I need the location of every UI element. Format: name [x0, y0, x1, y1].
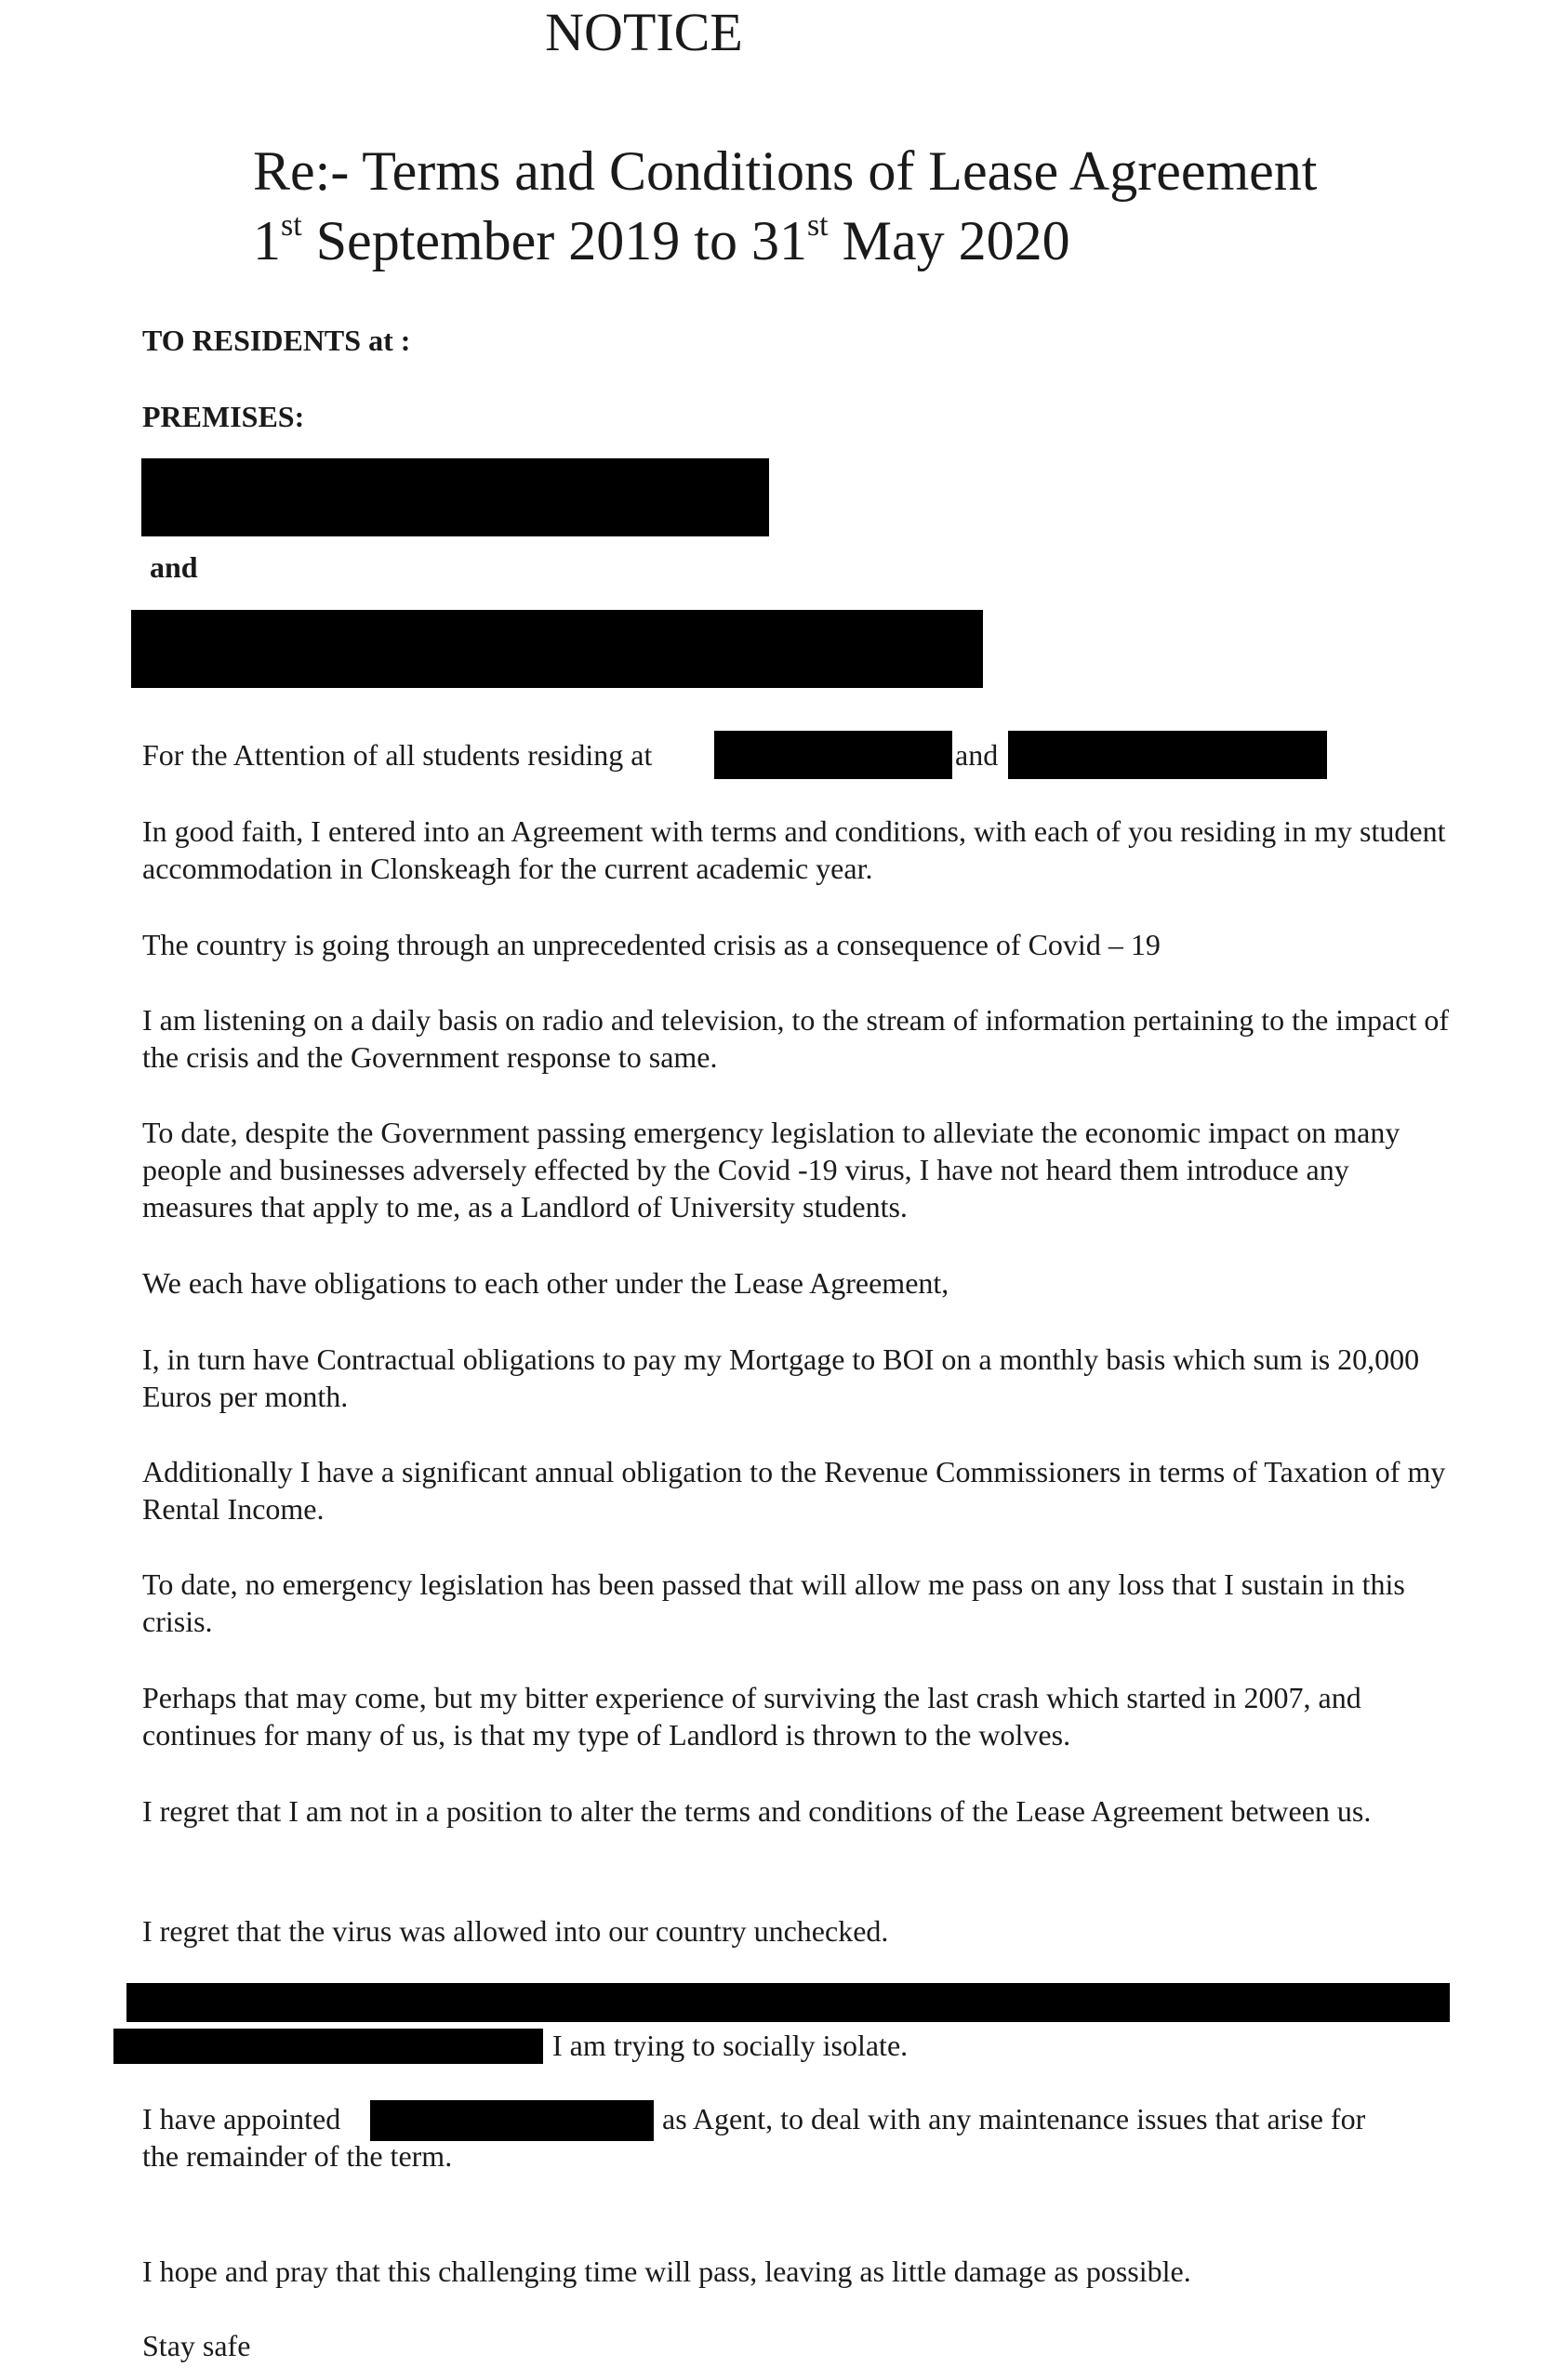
agent-text: I have appointed [142, 2102, 341, 2135]
redacted-premises-name-2 [1008, 731, 1327, 779]
paragraph-listening: I am listening on a daily basis on radio and television, to the stream of information pertaining to the impact of the crisis and the Government response to same. [142, 1003, 1449, 1074]
to-residents-label: TO RESIDENTS at : [142, 324, 411, 357]
paragraph-crisis: The country is going through an unprecedented crisis as a consequence of Covid – 19 [142, 928, 1161, 961]
lease-start-rest: September 2019 to 31 [301, 210, 807, 271]
redacted-personal-line-1 [126, 1983, 1450, 2022]
paragraph-hope: I hope and pray that this challenging time will pass, leaving as little damage as possible. [142, 2254, 1191, 2288]
paragraph-crash: Perhaps that may come, but my bitter experience of surviving the last crash which started in 2007, and continues for many of us, is that my type of Landlord is thrown to the wolves. [142, 1681, 1361, 1752]
lease-period [253, 206, 1070, 275]
paragraph-government: To date, despite the Government passing emergency legislation to alleviate the economic impact on many people and businesses adversely effected by the Covid -19 virus, I have not heard them introduce any measures that apply to me, as a Landlord of University students. [142, 1116, 1400, 1223]
agent-text-line2: the remainder of the term. [142, 2139, 453, 2173]
notice-title: NOTICE [545, 2, 743, 62]
subject-line: Re:- Terms and Conditions of Lease Agreement [253, 140, 1318, 202]
attention-text: For the Attention of all students residing at [142, 738, 653, 772]
agent-text-suffix: as Agent, to deal with any maintenance issues that arise for [662, 2102, 1366, 2135]
premises-label: PREMISES: [142, 400, 305, 433]
and-label: and [150, 550, 198, 584]
lease-start-suffix: st [281, 208, 302, 243]
redacted-agent-name [370, 2100, 654, 2141]
paragraph-regret-virus: I regret that the virus was allowed into our country unchecked. [142, 1914, 889, 1948]
lease-end-suffix: st [806, 208, 829, 243]
redacted-premises-address-2 [131, 610, 983, 688]
sign-off: Stay safe [142, 2329, 251, 2362]
attention-and: and [955, 738, 999, 772]
lease-start-day: 1 [253, 210, 281, 271]
paragraph-regret-terms: I regret that I am not in a position to alter the terms and conditions of the Lease Agreement between us. [142, 1794, 1372, 1828]
redacted-premises-name-1 [714, 731, 952, 779]
paragraph-agreement: In good faith, I entered into an Agreement with terms and conditions, with each of you residing in my student accommodation in Clonskeagh for the current academic year. [142, 814, 1446, 885]
isolate-text: I am trying to socially isolate. [552, 2029, 909, 2062]
lease-end-rest: May 2020 [828, 210, 1070, 271]
paragraph-mortgage: I, in turn have Contractual obligations to pay my Mortgage to BOI on a monthly basis which sum is 20,000 Euros per month. [142, 1342, 1420, 1413]
redacted-premises-address-1 [141, 458, 769, 536]
paragraph-obligations: We each have obligations to each other under the Lease Agreement, [142, 1266, 949, 1300]
redacted-personal-line-2 [113, 2029, 543, 2064]
paragraph-revenue: Additionally I have a significant annual obligation to the Revenue Commissioners in terms of Taxation of my Rental Income. [142, 1455, 1446, 1526]
paragraph-no-legislation: To date, no emergency legislation has been passed that will allow me pass on any loss that I sustain in this crisis. [142, 1567, 1405, 1638]
